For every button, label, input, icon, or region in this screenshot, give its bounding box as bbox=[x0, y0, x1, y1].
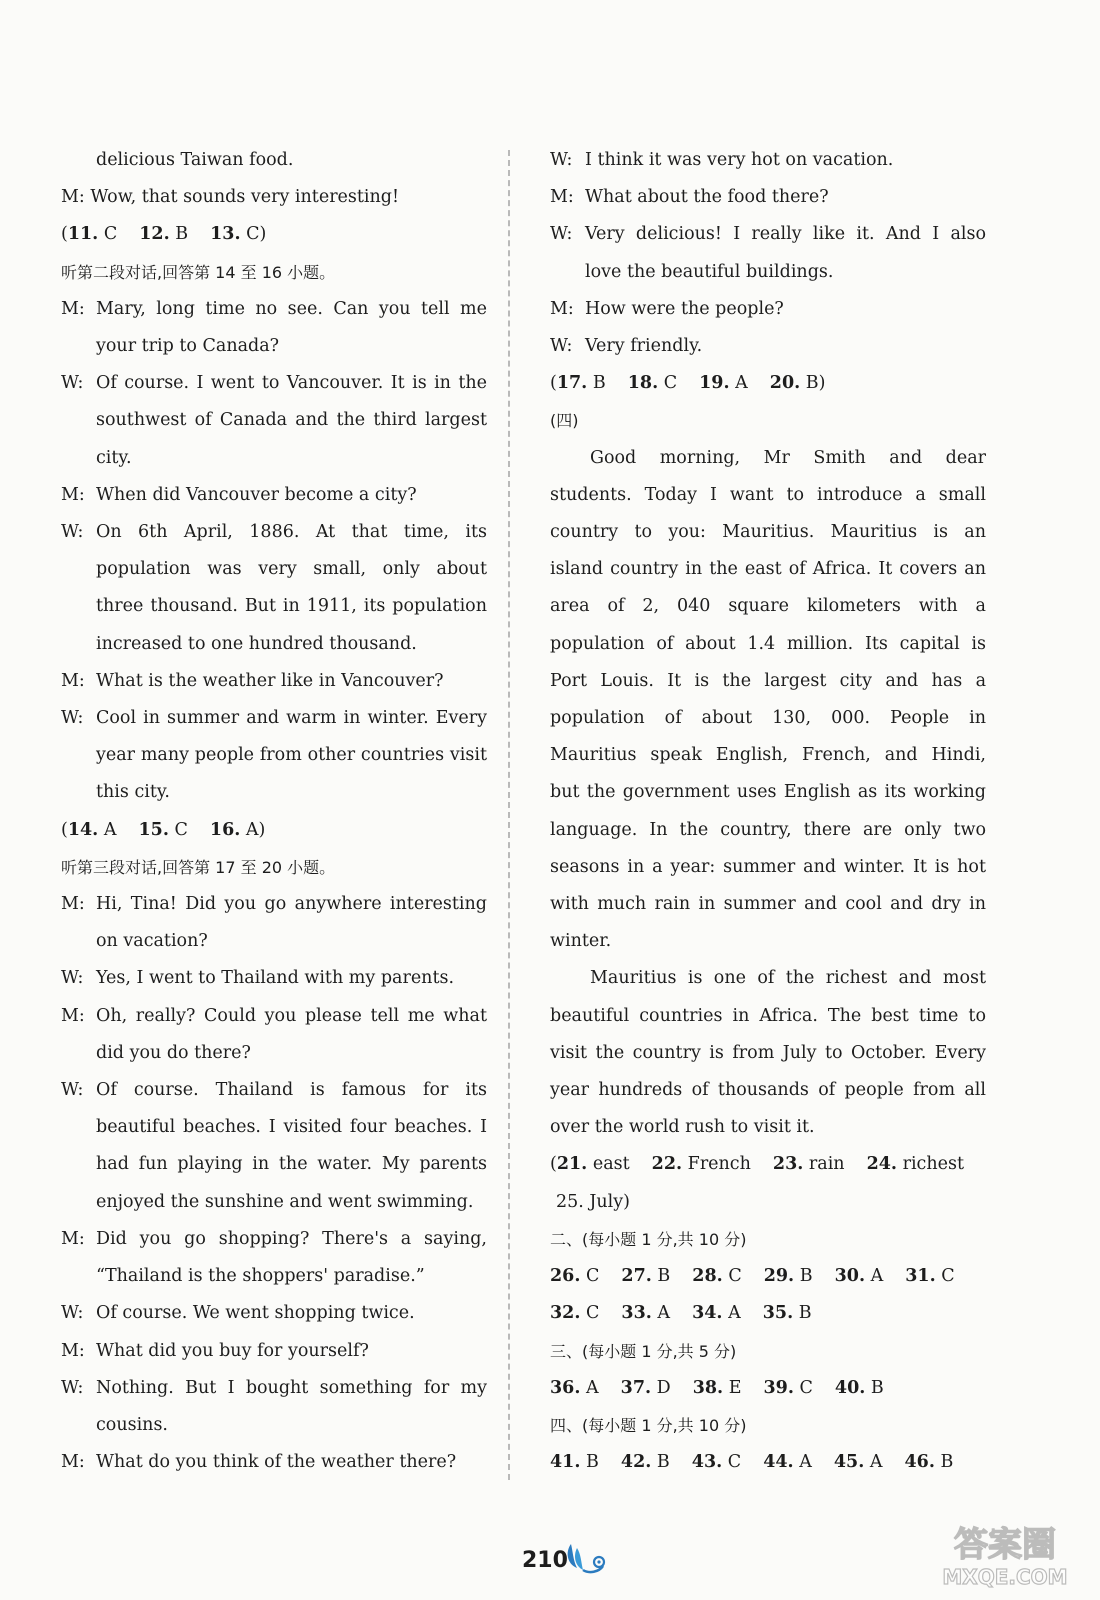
dialogue-line bbox=[61, 886, 487, 923]
answer-line bbox=[550, 365, 986, 402]
dialogue-line bbox=[61, 1184, 487, 1221]
dialogue-line bbox=[61, 1295, 487, 1332]
answer-item: 22. French bbox=[651, 1154, 751, 1175]
answer-item: 29. B bbox=[763, 1266, 813, 1287]
dialogue-text: When did Vancouver become a city? bbox=[96, 484, 417, 505]
speaker-label: W: bbox=[550, 150, 573, 170]
answer-item: 36. A bbox=[550, 1377, 599, 1398]
answer-item: 40. B bbox=[834, 1377, 884, 1398]
dialogue-line bbox=[61, 737, 487, 774]
answer-item: 33. A bbox=[621, 1303, 671, 1324]
speaker-label: M: bbox=[61, 1452, 85, 1473]
dialogue-line bbox=[61, 1072, 487, 1109]
dialogue-line bbox=[61, 1258, 487, 1295]
answer-item: 13. C) bbox=[210, 224, 267, 245]
dialogue-text: What did you buy for yourself? bbox=[96, 1340, 369, 1361]
dialogue-text: city. bbox=[96, 447, 132, 468]
speaker-label: W: bbox=[61, 1303, 84, 1324]
answer-item: 19. A bbox=[699, 373, 748, 394]
passage-line: seasons in a year: summer and winter. It is hot bbox=[550, 856, 986, 877]
dialogue-line bbox=[61, 923, 487, 960]
passage-line: but the government uses English as its working bbox=[550, 782, 986, 803]
passage-line: Port Louis. It is the largest city and has a bbox=[550, 670, 986, 691]
answer-item: 12. B bbox=[139, 224, 189, 245]
watermark-logo bbox=[923, 1518, 1088, 1590]
dialogue-line bbox=[61, 291, 487, 328]
dialogue-text: on vacation? bbox=[96, 931, 208, 952]
answer-item: 41. B bbox=[550, 1452, 599, 1473]
speaker-label bbox=[61, 1109, 96, 1146]
speaker-label: W: bbox=[61, 708, 84, 729]
answer-item: 43. C bbox=[691, 1452, 742, 1473]
answer-line bbox=[61, 812, 487, 849]
dialogue-text: Of course. I went to Vancouver. It is in the bbox=[96, 373, 487, 394]
dialogue-line bbox=[550, 291, 986, 328]
speaker-label: W: bbox=[61, 373, 84, 394]
dialogue-line bbox=[61, 1444, 487, 1481]
text-line: delicious Taiwan food. bbox=[96, 150, 294, 170]
page-number: 210 bbox=[522, 1548, 568, 1573]
dialogue-text: cousins. bbox=[96, 1414, 168, 1435]
dialogue-text: Yes, I went to Thailand with my parents. bbox=[96, 968, 455, 989]
speaker-label: M: bbox=[61, 484, 85, 505]
passage-line: country to you: Mauritius. Mauritius is an bbox=[550, 522, 986, 543]
dialogue-line bbox=[550, 328, 986, 365]
passage-line: area of 2, 040 square kilometers with a bbox=[550, 596, 986, 617]
section-heading: 二、(每小题 1 分,共 10 分) bbox=[550, 1229, 747, 1249]
publisher-logo-icon bbox=[563, 1540, 609, 1576]
dialogue-text: What is the weather like in Vancouver? bbox=[96, 670, 444, 691]
passage-line: language. In the country, there are only two bbox=[550, 819, 986, 840]
dialogue-line bbox=[61, 1035, 487, 1072]
right-column bbox=[550, 142, 986, 1481]
dialogue-text: this city. bbox=[96, 782, 170, 803]
dialogue-line bbox=[61, 700, 487, 737]
answer-item: 16. A) bbox=[209, 819, 266, 840]
speaker-label: M: bbox=[61, 1228, 85, 1249]
dialogue-line bbox=[550, 254, 986, 291]
dialogue-text: Cool in summer and warm in winter. Every bbox=[96, 708, 487, 729]
answer-item: 20. B) bbox=[769, 373, 826, 394]
passage-paragraph bbox=[550, 960, 986, 1146]
answer-item: 39. C bbox=[763, 1377, 813, 1398]
dialogue-block bbox=[61, 291, 487, 812]
answer-item: 44. A bbox=[763, 1452, 812, 1473]
passage-line: students. Today I want to introduce a small bbox=[550, 484, 986, 505]
passage-line: with much rain in summer and cool and dry in bbox=[550, 894, 986, 915]
answer-item: 45. A bbox=[833, 1452, 883, 1473]
speaker-label: W: bbox=[61, 522, 84, 543]
answer-item: 32. C bbox=[550, 1303, 600, 1324]
speaker-label bbox=[61, 588, 96, 625]
answer-item: 37. D bbox=[620, 1377, 671, 1398]
dialogue-text: Of course. Thailand is famous for its bbox=[96, 1080, 487, 1101]
dialogue-line bbox=[61, 551, 487, 588]
passage-line: population of about 130, 000. People in bbox=[550, 708, 986, 729]
answer-item: (14. A bbox=[61, 819, 117, 840]
dialogue-text: beautiful beaches. I visited four beaches. I bbox=[96, 1117, 487, 1138]
dialogue-line bbox=[61, 1407, 487, 1444]
section-heading: 三、(每小题 1 分,共 5 分) bbox=[550, 1341, 737, 1361]
dialogue-text: had fun playing in the water. My parents bbox=[96, 1154, 487, 1175]
section-heading: 听第三段对话,回答第 17 至 20 小题。 bbox=[61, 857, 336, 877]
section-label: (四) bbox=[550, 411, 579, 431]
dialogue-line bbox=[61, 365, 487, 402]
answer-line bbox=[61, 216, 487, 253]
dialogue-line bbox=[61, 1333, 487, 1370]
dialogue-line bbox=[61, 328, 487, 365]
dialogue-line bbox=[550, 142, 986, 179]
dialogue-line bbox=[61, 1221, 487, 1258]
answer-item: 27. B bbox=[621, 1266, 671, 1287]
answer-item: 28. C bbox=[692, 1266, 742, 1287]
dialogue-text: Oh, really? Could you please tell me what bbox=[96, 1005, 487, 1026]
speaker-label: M: bbox=[550, 298, 574, 319]
answer-item: (11. C bbox=[61, 224, 118, 245]
dialogue-line bbox=[61, 1146, 487, 1183]
dialogue-line bbox=[61, 402, 487, 439]
answer-item: 42. B bbox=[620, 1452, 670, 1473]
passage-line: over the world rush to visit it. bbox=[550, 1117, 815, 1138]
dialogue-text: Hi, Tina! Did you go anywhere interesting bbox=[96, 894, 487, 915]
answer-item: 30. A bbox=[834, 1266, 884, 1287]
answer-line bbox=[550, 1146, 986, 1183]
dialogue-line bbox=[61, 1370, 487, 1407]
text-line: M: Wow, that sounds very interesting! bbox=[61, 187, 400, 208]
dialogue-text: How were the people? bbox=[585, 298, 784, 319]
passage-line: winter. bbox=[550, 931, 612, 952]
answer-line bbox=[550, 1370, 986, 1407]
dialogue-text: Very delicious! I really like it. And I also bbox=[585, 224, 986, 245]
dialogue-text: I think it was very hot on vacation. bbox=[585, 150, 894, 170]
dialogue-text: Mary, long time no see. Can you tell me bbox=[96, 298, 487, 319]
speaker-label bbox=[61, 737, 96, 774]
dialogue-text: On 6th April, 1886. At that time, its bbox=[96, 522, 487, 543]
dialogue-text: increased to one hundred thousand. bbox=[96, 633, 417, 654]
dialogue-line bbox=[61, 998, 487, 1035]
dialogue-text: love the beautiful buildings. bbox=[585, 261, 834, 282]
dialogue-text: southwest of Canada and the third largest bbox=[96, 410, 487, 431]
answer-item: 46. B bbox=[904, 1452, 954, 1473]
speaker-label: M: bbox=[61, 298, 85, 319]
passage-line: Good morning, Mr Smith and dear bbox=[590, 447, 986, 468]
passage-line: beautiful countries in Africa. The best time to bbox=[550, 1005, 986, 1026]
dialogue-line bbox=[61, 440, 487, 477]
dialogue-text: Did you go shopping? There's a saying, bbox=[96, 1228, 487, 1249]
dialogue-text: “Thailand is the shoppers' paradise.” bbox=[96, 1266, 425, 1287]
dialogue-text: Nothing. But I bought something for my bbox=[96, 1377, 487, 1398]
dialogue-text: population was very small, only about bbox=[96, 559, 487, 580]
answer-item: 15. C bbox=[138, 819, 188, 840]
dialogue-text: enjoyed the sunshine and went swimming. bbox=[96, 1191, 474, 1212]
speaker-label: W: bbox=[550, 224, 573, 245]
answer-line bbox=[550, 1295, 986, 1332]
column-divider bbox=[508, 150, 510, 1480]
left-column bbox=[61, 142, 487, 1481]
speaker-label: W: bbox=[61, 1377, 84, 1398]
dialogue-line bbox=[61, 626, 487, 663]
passage-paragraph bbox=[550, 440, 986, 961]
dialogue-line bbox=[61, 588, 487, 625]
dialogue-line bbox=[550, 179, 986, 216]
section-heading: 听第二段对话,回答第 14 至 16 小题。 bbox=[61, 262, 336, 282]
answer-item: 31. C bbox=[905, 1266, 955, 1287]
answer-item: 26. C bbox=[550, 1266, 600, 1287]
answer-item: 23. rain bbox=[772, 1154, 845, 1175]
speaker-label: W: bbox=[550, 336, 573, 357]
speaker-label bbox=[61, 551, 96, 588]
passage-line: island country in the east of Africa. It covers an bbox=[550, 559, 986, 580]
watermark-bottom: MXQE.COM bbox=[942, 1565, 1068, 1589]
answer-line bbox=[550, 1444, 986, 1481]
answer-item: 18. C bbox=[627, 373, 678, 394]
answer-item: (21. east bbox=[550, 1154, 630, 1175]
dialogue-text: three thousand. But in 1911, its population bbox=[96, 596, 487, 617]
speaker-label: M: bbox=[61, 1005, 85, 1026]
passage-line: visit the country is from July to October. Every bbox=[550, 1042, 986, 1063]
dialogue-line bbox=[61, 477, 487, 514]
speaker-label: W: bbox=[61, 968, 84, 989]
dialogue-block bbox=[550, 142, 986, 365]
answer-item: 34. A bbox=[692, 1303, 741, 1324]
speaker-label: W: bbox=[61, 1080, 84, 1101]
speaker-label: M: bbox=[61, 670, 85, 691]
answer-line: 25. July) bbox=[556, 1191, 630, 1212]
answer-item: (17. B bbox=[550, 373, 606, 394]
speaker-label: M: bbox=[550, 187, 574, 208]
dialogue-line bbox=[61, 663, 487, 700]
passage-line: Mauritius speak English, French, and Hindi, bbox=[550, 745, 986, 766]
dialogue-text: year many people from other countries visit bbox=[96, 745, 487, 766]
dialogue-text: What do you think of the weather there? bbox=[96, 1452, 457, 1473]
answer-item: 35. B bbox=[762, 1303, 812, 1324]
speaker-label: M: bbox=[61, 1340, 85, 1361]
answer-item: 24. richest bbox=[866, 1154, 964, 1175]
dialogue-block bbox=[61, 886, 487, 1481]
dialogue-text: What about the food there? bbox=[585, 187, 829, 208]
dialogue-line bbox=[61, 514, 487, 551]
dialogue-line bbox=[61, 774, 487, 811]
passage-line: year hundreds of thousands of people from all bbox=[550, 1080, 986, 1101]
dialogue-text: Very friendly. bbox=[585, 336, 703, 357]
answer-item: 38. E bbox=[692, 1377, 742, 1398]
dialogue-line bbox=[61, 1109, 487, 1146]
dialogue-text: did you do there? bbox=[96, 1042, 251, 1063]
dialogue-text: your trip to Canada? bbox=[96, 336, 280, 357]
speaker-label bbox=[61, 402, 96, 439]
speaker-label: M: bbox=[61, 894, 85, 915]
dialogue-line bbox=[550, 216, 986, 253]
section-heading: 四、(每小题 1 分,共 10 分) bbox=[550, 1415, 747, 1435]
watermark-top: 答案圈 bbox=[954, 1525, 1056, 1565]
passage-line: Mauritius is one of the richest and most bbox=[590, 968, 986, 989]
answer-line bbox=[550, 1258, 986, 1295]
passage-line: population of about 1.4 million. Its capital is bbox=[550, 633, 986, 654]
speaker-label bbox=[61, 1146, 96, 1183]
dialogue-text: Of course. We went shopping twice. bbox=[96, 1303, 415, 1324]
dialogue-line bbox=[61, 960, 487, 997]
